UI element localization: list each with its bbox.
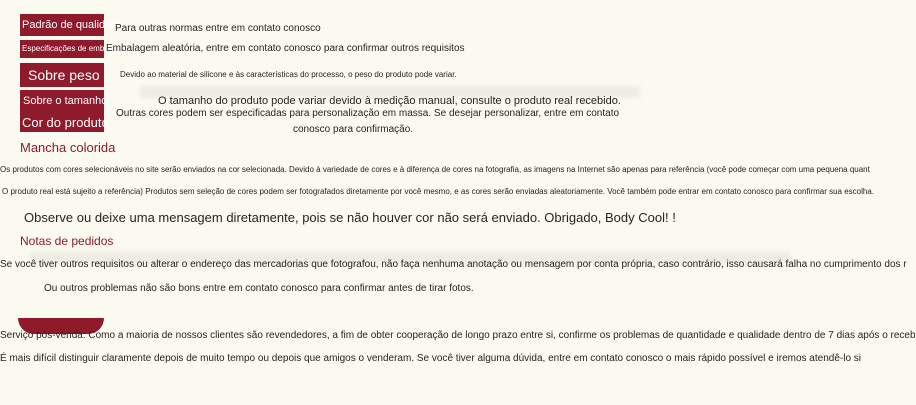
size-badge: Sobre o tamanho <box>20 90 104 112</box>
product-color-label: Cor do produto <box>22 115 109 130</box>
packaging-spec-badge: Especificações de embalagem <box>20 40 104 58</box>
mixed-color-line-2: O produto real está sujeito a referência) Produtos sem seleção de cores podem ser fotografados diretamente por você mesmo, e as cores serão enviadas aleatoriamente. Você também pode entrar em contato conosco para confirmar sua escolha. <box>2 187 875 196</box>
order-notes-line-2: Ou outros problemas não são bons entre em contato conosco para confirmar antes de tirar fotos. <box>44 283 474 294</box>
size-text: O tamanho do produto pode variar devido à medição manual, consulte o produto real recebido. <box>158 95 621 107</box>
product-color-text-2: conosco para confirmação. <box>293 124 414 135</box>
mixed-color-note: Observe ou deixe uma mensagem diretamente, pois se não houver cor não será enviado. Obrigado, Body Cool! ! <box>24 210 676 225</box>
quality-standard-text: Para outras normas entre em contato conosco <box>115 23 321 34</box>
packaging-spec-text: Embalagem aleatória, entre em contato conosco para confirmar outros requisitos <box>106 43 465 54</box>
mixed-color-line-1: Os produtos com cores selecionáveis no site serão enviados na cor selecionada. Devido à variedade de cores e à diferença de cores na fotografia, as imagens na Internet são apenas para referência (você pode começar com uma pequena quant <box>0 165 870 174</box>
mixed-color-heading: Mancha colorida <box>20 140 116 155</box>
order-notes-line-1: Se você tiver outros requisitos ou alterar o endereço das mercadorias que fotografou, não faça nenhuma anotação ou mensagem por conta própria, caso contrário, isso causará falha no cumprimento dos r <box>0 259 907 270</box>
weight-badge: Sobre peso <box>20 63 104 87</box>
product-color-text-1: Outras cores podem ser especificadas para personalização em massa. Se desejar personalizar, entre em contato <box>116 108 620 119</box>
after-sales-line-1: Serviço pós-venda: Como a maioria de nossos clientes são revendedores, a fim de obter cooperação de longo prazo entre si, confirme os problemas de quantidade e qualidade dentro de 7 dias após o receb <box>0 330 916 341</box>
after-sales-line-2: É mais difícil distinguir claramente depois de muito tempo ou depois que amigos o venderam. Se você tiver alguma dúvida, entre em contato conosco o mais rápido possível e iremos atendê-lo si <box>0 353 862 364</box>
weight-text: Devido ao material de silicone e às características do processo, o peso do produto pode variar. <box>120 70 457 79</box>
order-notes-heading: Notas de pedidos <box>20 234 114 248</box>
quality-standard-badge: Padrão de qualidade <box>20 14 104 36</box>
